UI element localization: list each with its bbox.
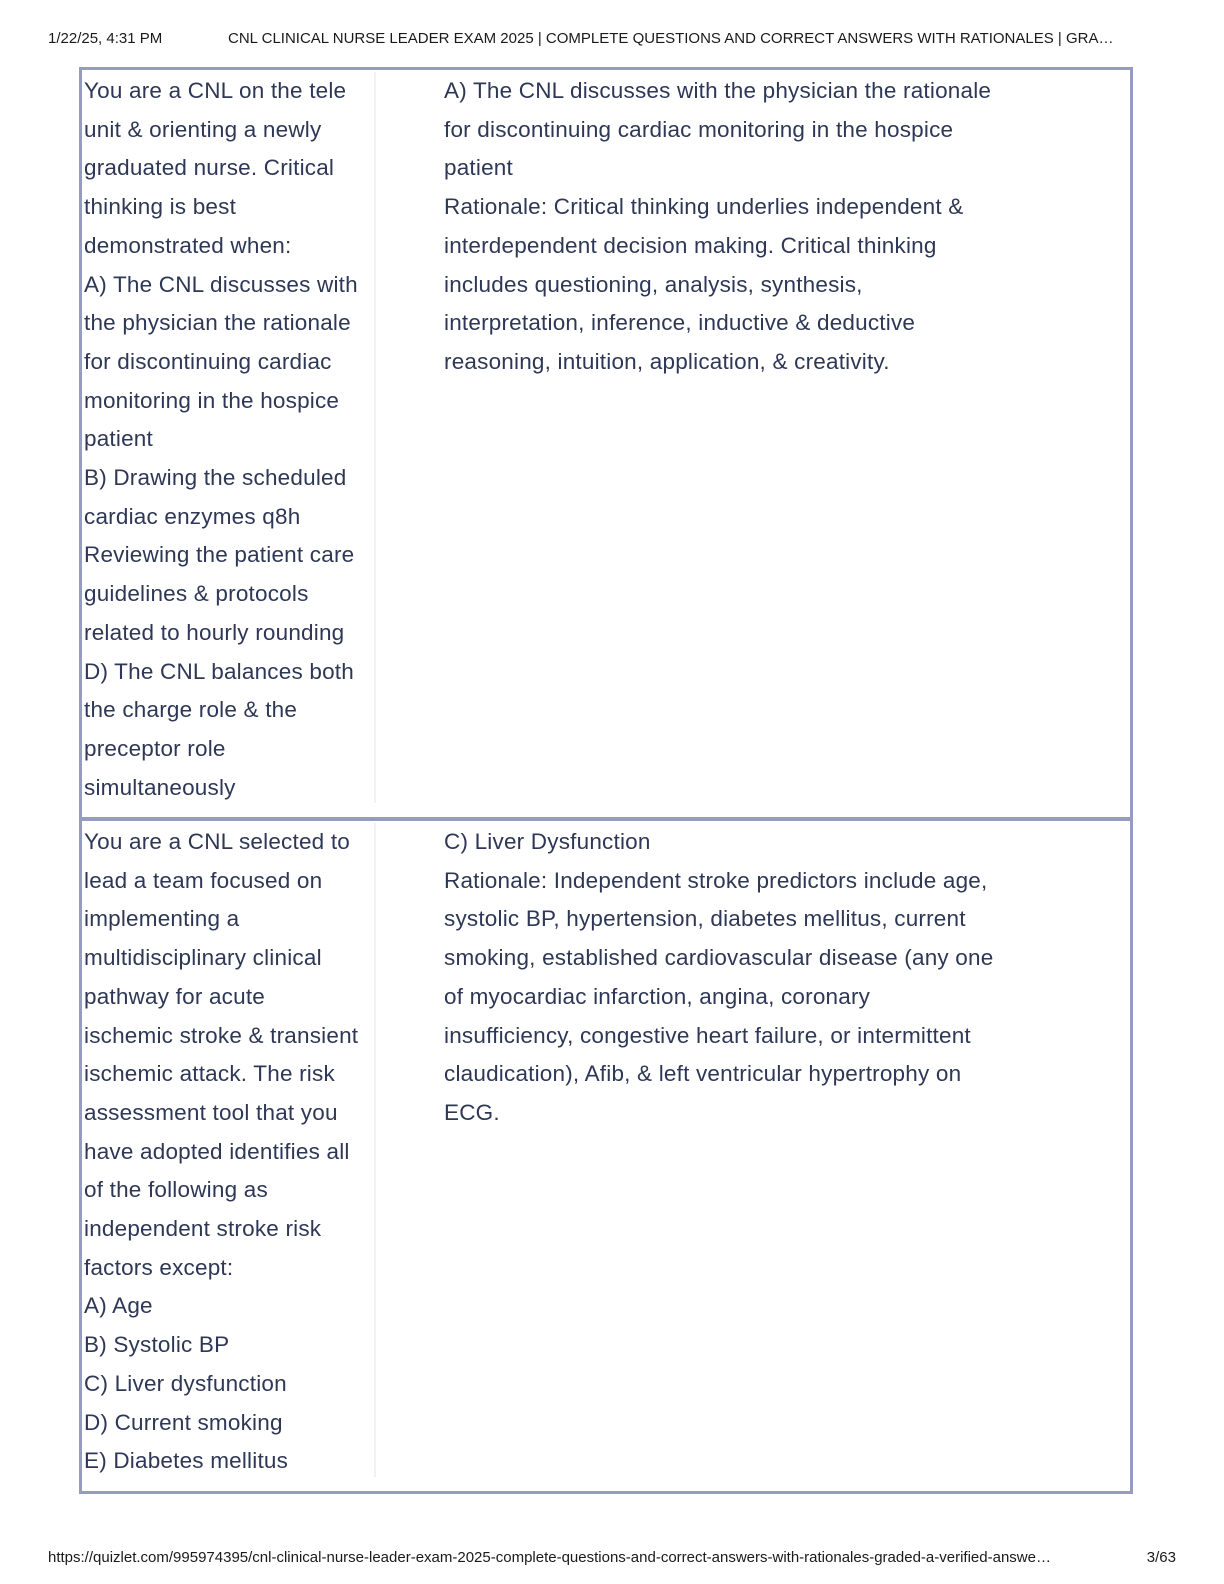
print-header — [48, 30, 1176, 50]
flashcard-term: You are a CNL on the tele unit & orienting a newly graduated nurse. Critical thinking is best demonstrated when: A) The CNL discusses with the physician the rationale for discontinuing cardiac monitoring in the hospice patient B) Drawing the scheduled cardiac enzymes q8h Reviewing the patient care guidelines & protocols related to hourly rounding D) The CNL balances both the charge role & the preceptor role simultaneously — [84, 72, 376, 803]
print-timestamp: 1/22/25, 4:31 PM — [48, 30, 163, 47]
flashcard-definition: A) The CNL discusses with the physician the rationale for discontinuing cardiac monitoring in the hospice patient Rationale: Critical thinking underlies independent & interdependent decision making. Critical thinking includes questioning, analysis, synthesis, interpretation, inference, inductive & deductive reasoning, intuition, application, & creativity. — [444, 78, 992, 374]
flashcard-definition: C) Liver Dysfunction Rationale: Independent stroke predictors include age, systolic BP, hypertension, diabetes mellitus, current smoking, established cardiovascular disease (any one of myocardiac infarction, angina, coronary insufficiency, congestive heart failure, or intermittent claudication), Afib, & left ventricular hypertrophy on ECG. — [444, 829, 994, 1125]
flashcard-term: You are a CNL selected to lead a team focused on implementing a multidisciplinary clinical pathway for acute ischemic stroke & transient ischemic attack. The risk assessment tool that you have adopted identifies all of the following as independent stroke risk factors except: A) Age B) Systolic BP C) Liver dysfunction D) Current smoking E) Diabetes mellitus — [84, 823, 376, 1477]
print-url: https://quizlet.com/995974395/cnl-clinical-nurse-leader-exam-2025-complete-questions-and-correct-answers-with-rationales-graded-a-verified-answe… — [48, 1549, 1051, 1566]
flashcard — [79, 818, 1133, 1494]
print-page-number: 3/63 — [1146, 1549, 1176, 1566]
print-footer — [48, 1549, 1176, 1569]
print-page-title: CNL CLINICAL NURSE LEADER EXAM 2025 | COMPLETE QUESTIONS AND CORRECT ANSWERS WITH RATIONALES | GRA… — [228, 30, 1114, 47]
flashcard — [79, 67, 1133, 820]
